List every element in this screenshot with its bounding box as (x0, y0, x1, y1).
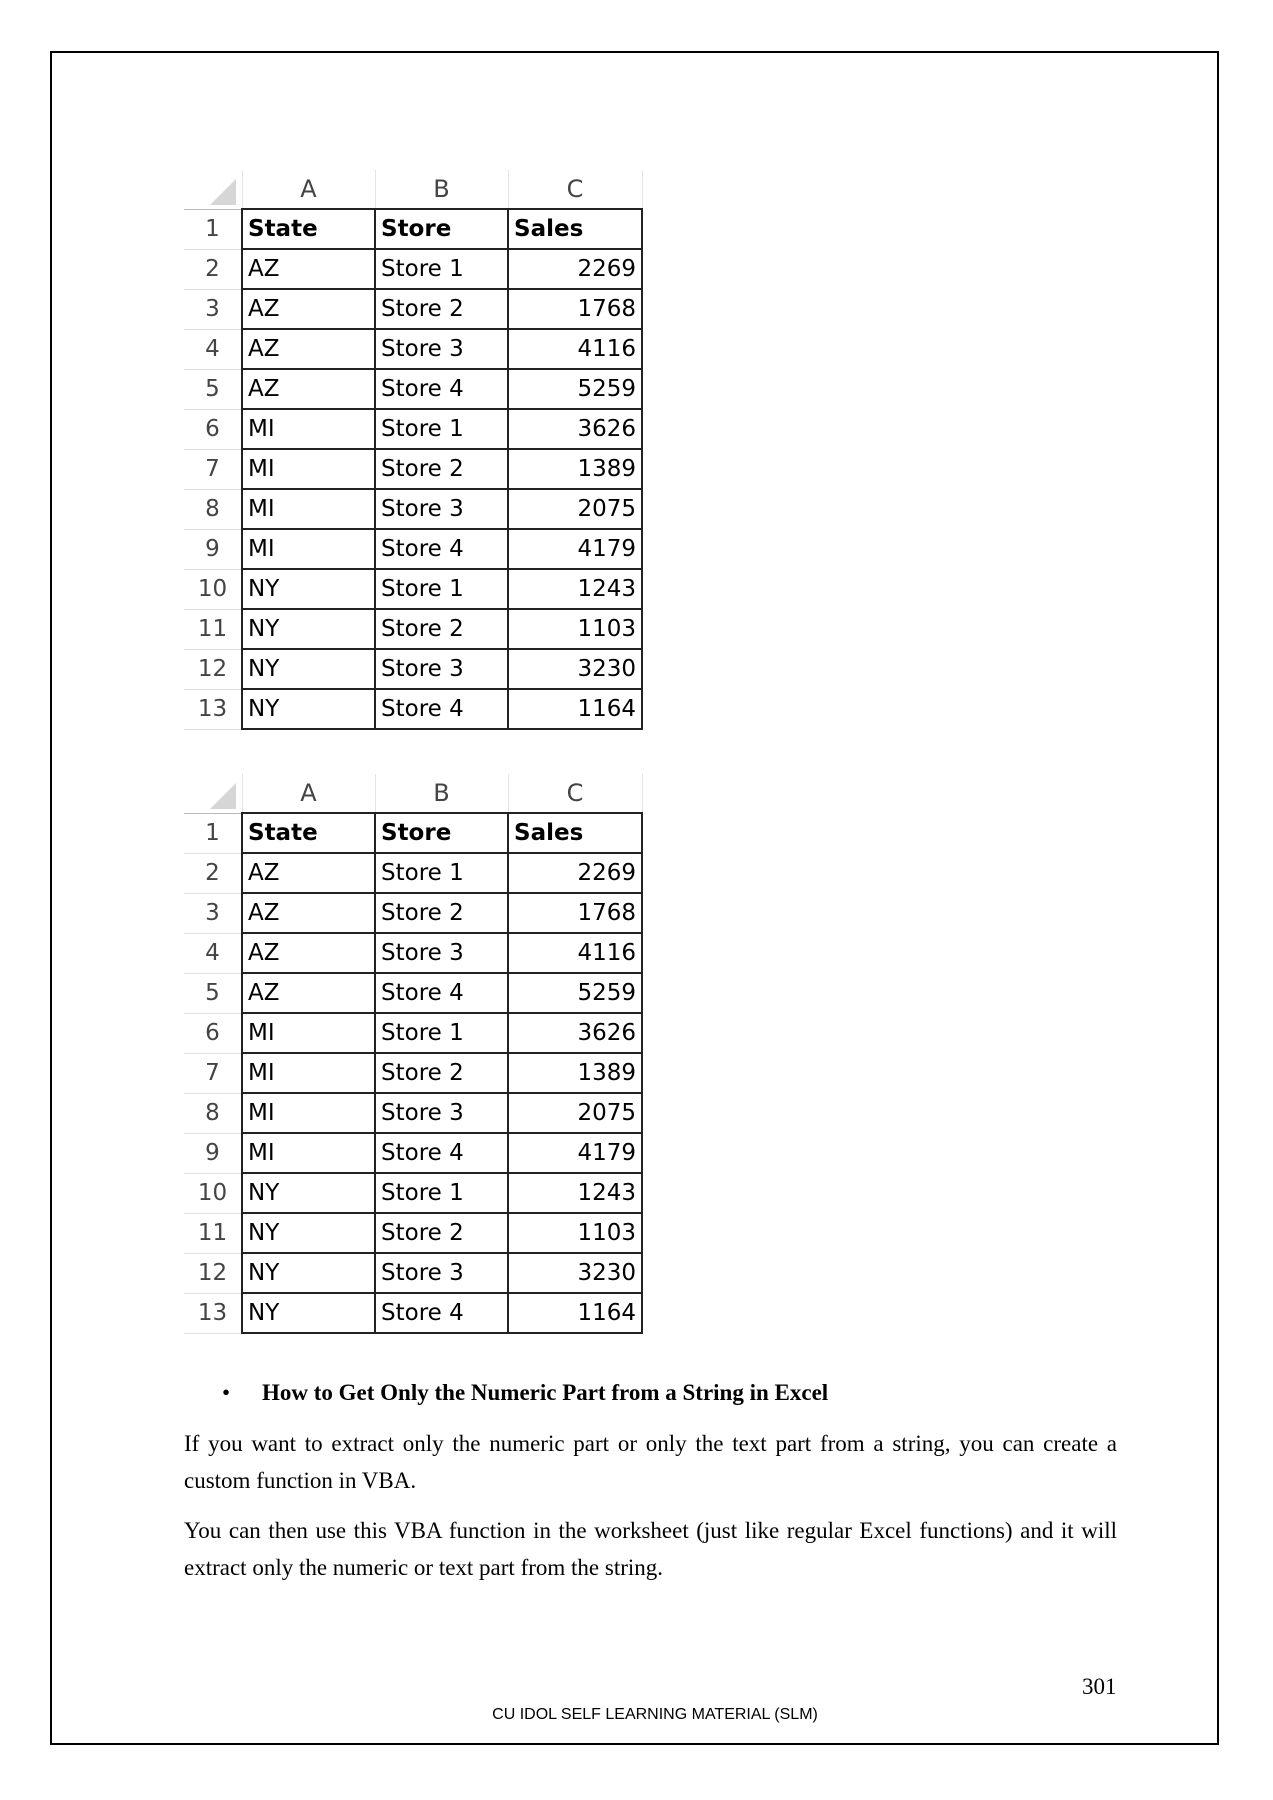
paragraph: If you want to extract only the numeric part or only the text part from a string, you can create a custom function in VBA. (184, 1431, 1117, 1493)
table-cell[interactable]: MI (242, 1093, 375, 1133)
table-cell[interactable]: Store 4 (375, 973, 508, 1013)
corner-triangle-icon (210, 179, 236, 205)
table-cell[interactable]: MI (242, 1053, 375, 1093)
table-cell[interactable]: 1389 (508, 1053, 642, 1093)
table-cell[interactable]: Store 3 (375, 1093, 508, 1133)
row-number[interactable]: 5 (184, 369, 242, 409)
table-cell[interactable]: 5259 (508, 369, 642, 409)
header-cell[interactable]: Store (375, 209, 508, 249)
row-number[interactable]: 13 (184, 689, 242, 729)
table-cell[interactable]: MI (242, 1133, 375, 1173)
column-letter[interactable]: A (242, 774, 375, 813)
table-cell[interactable]: 4116 (508, 329, 642, 369)
table-cell[interactable]: 1768 (508, 893, 642, 933)
column-letter[interactable]: C (508, 170, 642, 209)
table-cell[interactable]: 1243 (508, 569, 642, 609)
table-cell[interactable]: 3626 (508, 409, 642, 449)
corner-triangle-icon (210, 783, 236, 809)
table-cell[interactable]: MI (242, 489, 375, 529)
table-cell[interactable]: MI (242, 529, 375, 569)
table-cell[interactable]: 1164 (508, 689, 642, 729)
header-cell[interactable]: State (242, 209, 375, 249)
header-row (184, 209, 642, 249)
table-cell[interactable]: NY (242, 649, 375, 689)
table-cell[interactable]: 1768 (508, 289, 642, 329)
table-cell[interactable]: NY (242, 569, 375, 609)
table-cell[interactable]: 2075 (508, 1093, 642, 1133)
table-row (184, 649, 642, 689)
table-cell[interactable]: 3626 (508, 1013, 642, 1053)
select-all-corner[interactable] (184, 170, 242, 209)
table-row (184, 1253, 642, 1293)
table-row (184, 1133, 642, 1173)
row-number[interactable]: 8 (184, 1093, 242, 1133)
table-cell[interactable]: NY (242, 1173, 375, 1213)
row-number[interactable]: 10 (184, 569, 242, 609)
row-number[interactable]: 10 (184, 1173, 242, 1213)
table-cell[interactable]: Store 3 (375, 329, 508, 369)
table-row (184, 329, 642, 369)
table-cell[interactable]: AZ (242, 369, 375, 409)
table-cell[interactable]: AZ (242, 289, 375, 329)
table-cell[interactable]: Store 1 (375, 409, 508, 449)
table-cell[interactable]: Store 1 (375, 249, 508, 289)
table-cell[interactable]: AZ (242, 853, 375, 893)
table-cell[interactable]: MI (242, 1013, 375, 1053)
table-cell[interactable]: AZ (242, 249, 375, 289)
table-cell[interactable]: Store 3 (375, 933, 508, 973)
row-number[interactable]: 4 (184, 933, 242, 973)
row-number[interactable]: 3 (184, 893, 242, 933)
column-letter[interactable]: C (508, 774, 642, 813)
table-row (184, 893, 642, 933)
table-row (184, 1093, 642, 1133)
spreadsheet-table-1 (184, 170, 643, 730)
column-letter[interactable]: B (375, 170, 508, 209)
table-row (184, 529, 642, 569)
header-cell[interactable]: Store (375, 813, 508, 853)
table-row (184, 609, 642, 649)
row-number[interactable]: 5 (184, 973, 242, 1013)
section-heading: How to Get Only the Numeric Part from a String in Excel (262, 1380, 829, 1405)
table-cell[interactable]: Store 2 (375, 1213, 508, 1253)
table-row (184, 1293, 642, 1333)
table-cell[interactable]: 4179 (508, 529, 642, 569)
row-number[interactable]: 1 (184, 813, 242, 853)
column-letter[interactable]: B (375, 774, 508, 813)
row-number[interactable]: 11 (184, 609, 242, 649)
table-row (184, 1213, 642, 1253)
table-row (184, 569, 642, 609)
table-cell[interactable]: Store 4 (375, 1293, 508, 1333)
table-cell[interactable]: MI (242, 449, 375, 489)
table-cell[interactable]: Store 3 (375, 649, 508, 689)
select-all-corner[interactable] (184, 774, 242, 813)
column-header-row (184, 170, 642, 209)
table-cell[interactable]: NY (242, 1253, 375, 1293)
row-number[interactable]: 2 (184, 249, 242, 289)
table-cell[interactable]: NY (242, 609, 375, 649)
row-number[interactable]: 8 (184, 489, 242, 529)
header-cell[interactable]: State (242, 813, 375, 853)
row-number[interactable]: 7 (184, 449, 242, 489)
table-cell[interactable]: 4116 (508, 933, 642, 973)
table-row (184, 489, 642, 529)
table-row (184, 1013, 642, 1053)
table-cell[interactable]: Store 2 (375, 893, 508, 933)
table-cell[interactable]: AZ (242, 933, 375, 973)
table-row (184, 1173, 642, 1213)
table-cell[interactable]: Store 1 (375, 569, 508, 609)
table-cell[interactable]: Store 1 (375, 1173, 508, 1213)
table-cell[interactable]: NY (242, 1213, 375, 1253)
table-cell[interactable]: 2269 (508, 853, 642, 893)
row-number[interactable]: 3 (184, 289, 242, 329)
table-row (184, 973, 642, 1013)
table-cell[interactable]: Store 2 (375, 289, 508, 329)
table-cell[interactable]: Store 3 (375, 489, 508, 529)
footer: CU IDOL SELF LEARNING MATERIAL (SLM) (492, 1706, 818, 1723)
row-number[interactable]: 4 (184, 329, 242, 369)
table-row (184, 369, 642, 409)
table-row (184, 1053, 642, 1093)
table-cell[interactable]: MI (242, 409, 375, 449)
table-cell[interactable]: Store 4 (375, 1133, 508, 1173)
table-row (184, 249, 642, 289)
row-number[interactable]: 11 (184, 1213, 242, 1253)
table-cell[interactable]: Store 4 (375, 689, 508, 729)
table-row (184, 689, 642, 729)
table-row (184, 449, 642, 489)
table-cell[interactable]: Store 4 (375, 369, 508, 409)
table-cell[interactable]: 4179 (508, 1133, 642, 1173)
table-cell[interactable]: 2075 (508, 489, 642, 529)
table-cell[interactable]: 1103 (508, 609, 642, 649)
table-row (184, 933, 642, 973)
table-cell[interactable]: AZ (242, 973, 375, 1013)
spreadsheet-table-2 (184, 774, 643, 1334)
table-cell[interactable]: 1164 (508, 1293, 642, 1333)
table-cell[interactable]: Store 2 (375, 449, 508, 489)
header-cell[interactable]: Sales (508, 813, 642, 853)
table-cell[interactable]: Store 4 (375, 529, 508, 569)
table-row (184, 289, 642, 329)
row-number[interactable]: 12 (184, 1253, 242, 1293)
row-number[interactable]: 12 (184, 649, 242, 689)
table-cell[interactable]: 5259 (508, 973, 642, 1013)
bullet-icon: • (222, 1380, 231, 1405)
table-cell[interactable]: AZ (242, 329, 375, 369)
table-cell[interactable]: 1103 (508, 1213, 642, 1253)
table-row (184, 409, 642, 449)
table-cell[interactable]: NY (242, 1293, 375, 1333)
table-cell[interactable]: 2269 (508, 249, 642, 289)
paragraph: You can then use this VBA function in the worksheet (just like regular Excel functions) and it will extract only the numeric or text part from the string. (184, 1518, 1117, 1580)
column-header-row (184, 774, 642, 813)
table-cell[interactable]: 3230 (508, 1253, 642, 1293)
column-letter[interactable]: A (242, 170, 375, 209)
table-cell[interactable]: Store 1 (375, 1013, 508, 1053)
table-cell[interactable]: Store 3 (375, 1253, 508, 1293)
table-cell[interactable]: NY (242, 689, 375, 729)
table-cell[interactable]: 1243 (508, 1173, 642, 1213)
table-cell[interactable]: Store 2 (375, 1053, 508, 1093)
table-cell[interactable]: Store 1 (375, 853, 508, 893)
row-number[interactable]: 13 (184, 1293, 242, 1333)
table-cell[interactable]: AZ (242, 893, 375, 933)
table-cell[interactable]: 3230 (508, 649, 642, 689)
header-row (184, 813, 642, 853)
row-number[interactable]: 6 (184, 409, 242, 449)
row-number[interactable]: 9 (184, 1133, 242, 1173)
row-number[interactable]: 9 (184, 529, 242, 569)
table-cell[interactable]: 1389 (508, 449, 642, 489)
row-number[interactable]: 2 (184, 853, 242, 893)
table-row (184, 853, 642, 893)
row-number[interactable]: 1 (184, 209, 242, 249)
table-cell[interactable]: Store 2 (375, 609, 508, 649)
header-cell[interactable]: Sales (508, 209, 642, 249)
page-number: 301 (1082, 1674, 1117, 1699)
row-number[interactable]: 7 (184, 1053, 242, 1093)
row-number[interactable]: 6 (184, 1013, 242, 1053)
